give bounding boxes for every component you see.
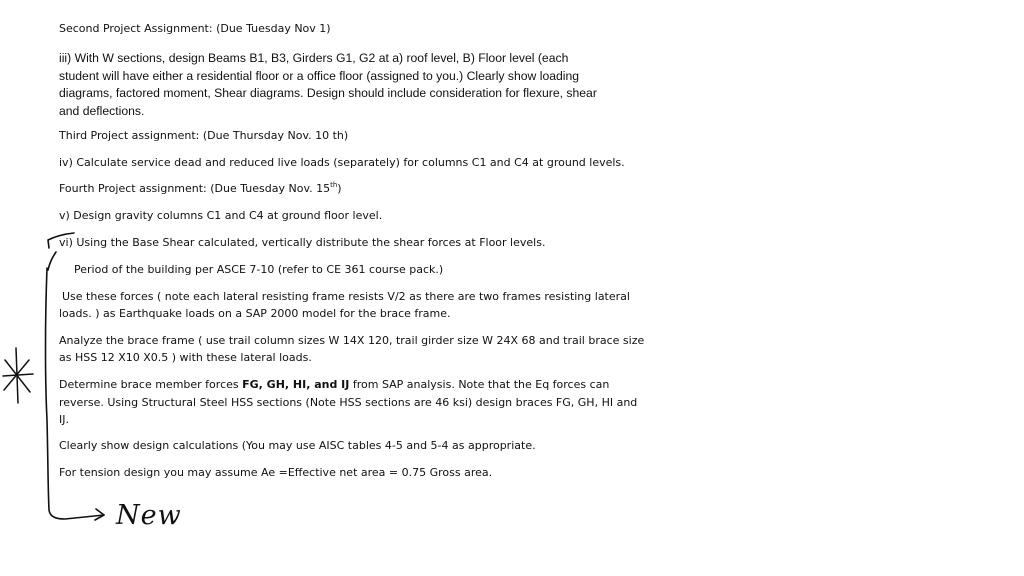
fourth-heading-sup: th xyxy=(330,181,338,189)
fourth-heading-close: ) xyxy=(337,182,342,195)
analyze-line-1: Analyze the brace frame ( use trail column sizes W 14X 120, trail girder size W 24X 68 and trail brace size xyxy=(59,334,645,347)
handwritten-asterisk-icon xyxy=(3,348,33,403)
item-iii-line-1: iii) With W sections, design Beams B1, B3, Girders G1, G2 at a) roof level, B) Floor level (each xyxy=(59,51,569,65)
determine-members: FG, GH, HI, and IJ xyxy=(242,378,350,391)
clearly-show-note: Clearly show design calculations (You may use AISC tables 4-5 and 5-4 as appropriate. xyxy=(59,439,536,452)
determine-line-3: IJ. xyxy=(59,413,69,426)
use-forces-line-2: loads. ) as Earthquake loads on a SAP 2000 model for the brace frame. xyxy=(59,307,451,320)
second-assignment-heading: Second Project Assignment: (Due Tuesday Nov 1) xyxy=(59,22,331,35)
item-iv: iv) Calculate service dead and reduced live loads (separately) for columns C1 and C4 at ground levels. xyxy=(59,156,625,169)
fourth-heading-text: Fourth Project assignment: (Due Tuesday Nov. 15 xyxy=(59,182,331,195)
item-v: v) Design gravity columns C1 and C4 at ground floor level. xyxy=(59,209,383,222)
item-iii-line-4: and deflections. xyxy=(59,103,145,118)
fourth-assignment-heading xyxy=(59,180,342,198)
period-note: Period of the building per ASCE 7-10 (refer to CE 361 course pack.) xyxy=(74,263,444,276)
determine-line-1 xyxy=(59,376,609,394)
tension-note: For tension design you may assume Ae =Effective net area = 0.75 Gross area. xyxy=(59,466,493,479)
determine-post: from SAP analysis. Note that the Eq forces can xyxy=(349,378,610,391)
item-iii-line-3: diagrams, factored moment, Shear diagrams. Design should include consideration for flexure, shear xyxy=(59,86,597,100)
item-vi: vi) Using the Base Shear calculated, vertically distribute the shear forces at Floor levels. xyxy=(59,236,546,249)
determine-pre: Determine brace member forces xyxy=(59,378,243,391)
new-handwritten-label: New xyxy=(116,500,182,531)
item-iii-line-2: student will have either a residential floor or a office floor (assigned to you.) Clearly show loading xyxy=(59,68,580,83)
third-assignment-heading: Third Project assignment: (Due Thursday Nov. 10 th) xyxy=(59,129,349,142)
determine-line-2: reverse. Using Structural Steel HSS sections (Note HSS sections are 46 ksi) design braces FG, GH, HI and xyxy=(59,396,638,409)
analyze-line-2: as HSS 12 X10 X0.5 ) with these lateral loads. xyxy=(59,351,312,364)
use-forces-line-1: Use these forces ( note each lateral resisting frame resists V/2 as there are two frames resisting lateral xyxy=(62,290,630,303)
